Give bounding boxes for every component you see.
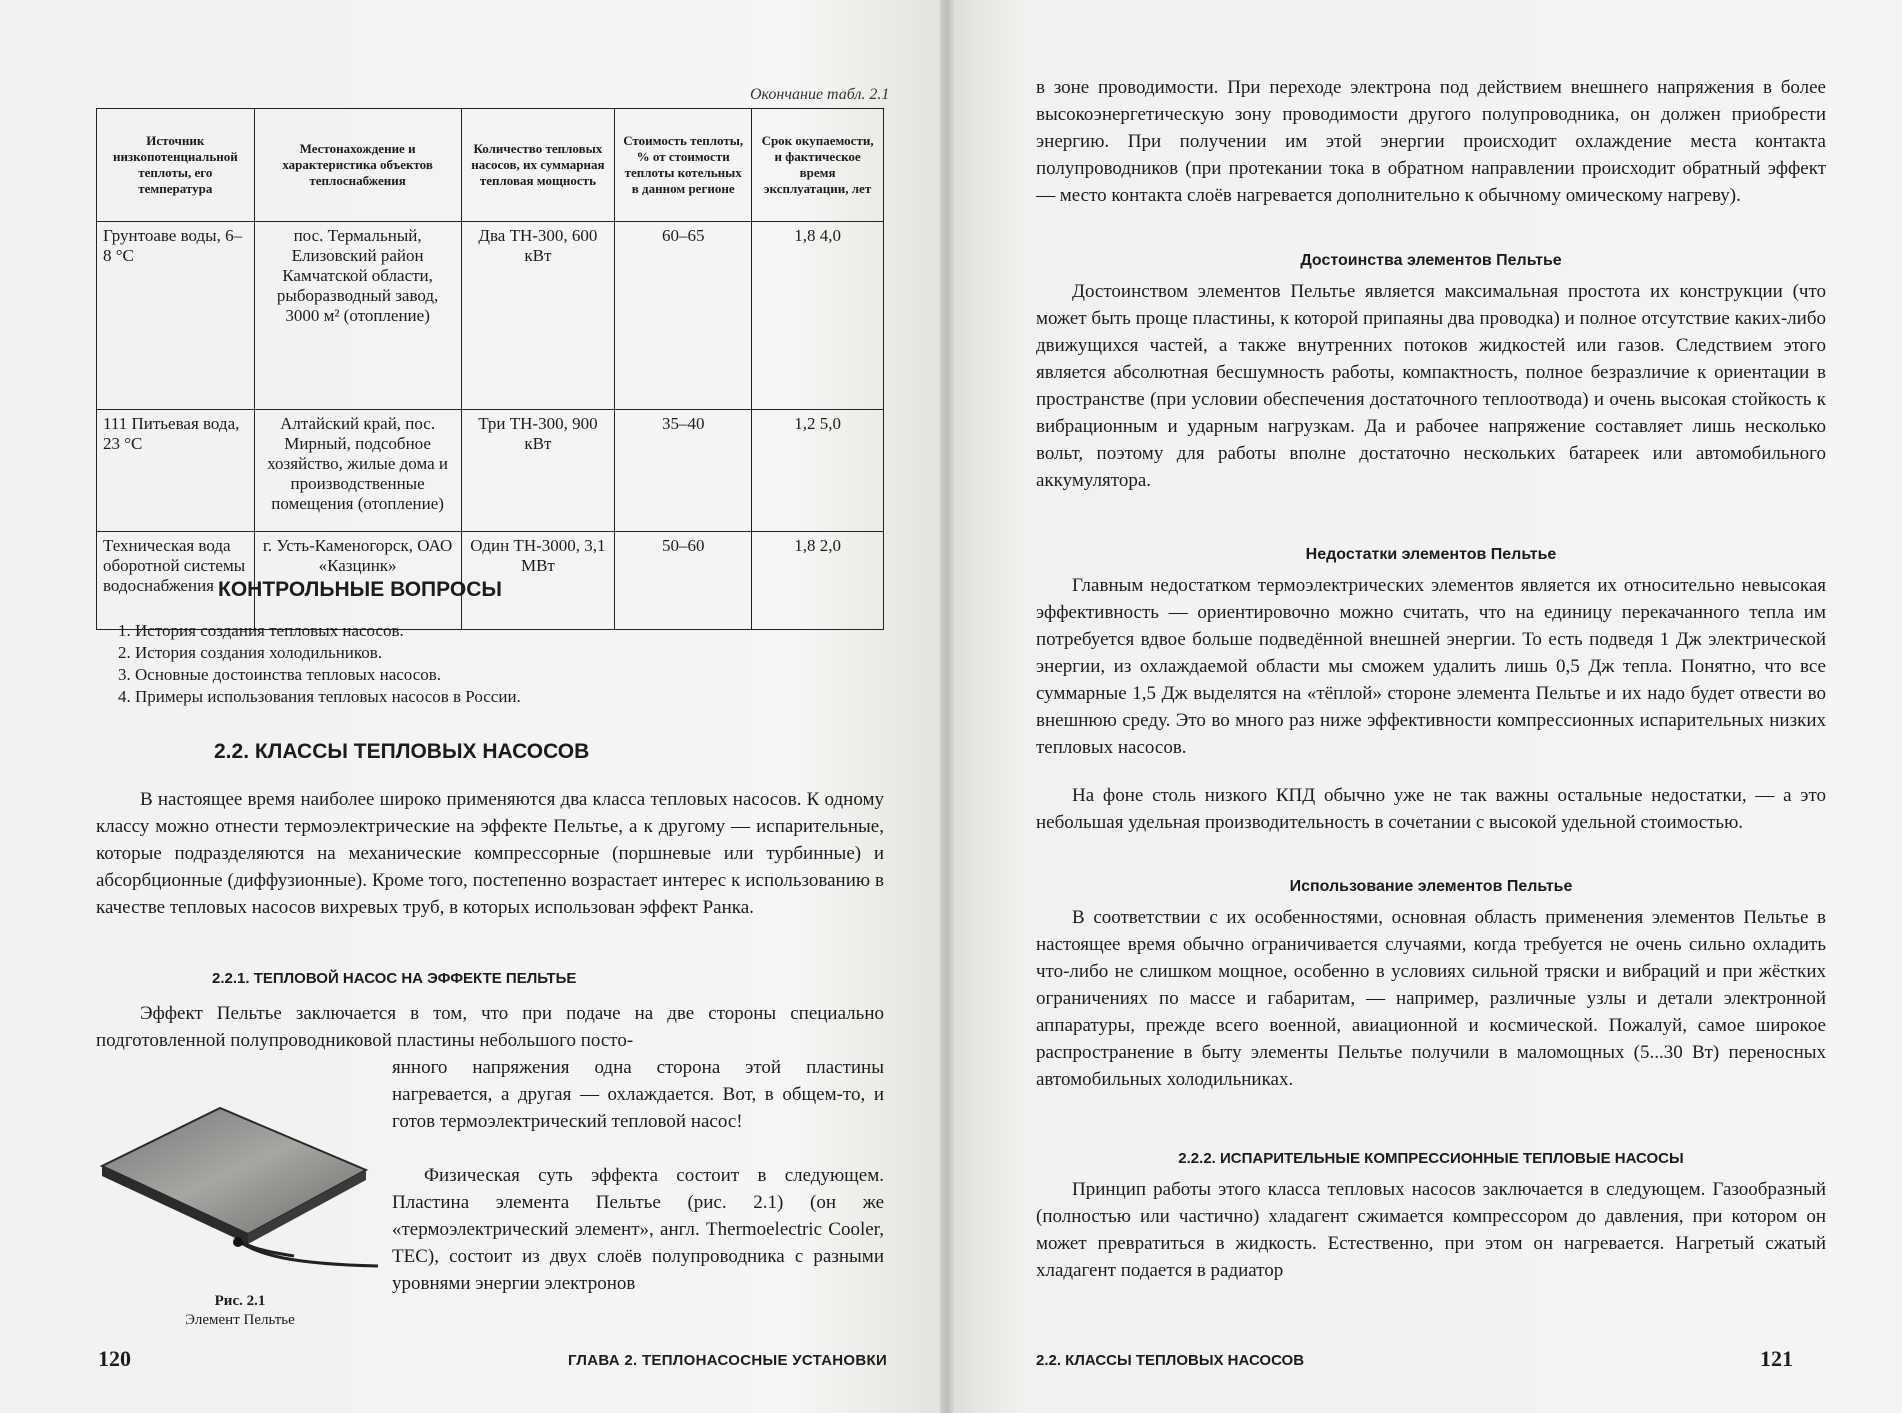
- peltier-element-figure: [98, 1078, 380, 1268]
- heading-advantages: Достоинства элементов Пельтье: [1300, 252, 1562, 269]
- paragraph-conduction-zone: в зоне проводимости. При переходе электрона под действием внешнего напряжения в более высокоэнергетическую зону проводимости другого полупроводника, он должен приобрести энергию. При получении им этой энергии происходит охлаждение места контакта полупроводников (при протекании тока в обратном направлении происходит обратный эффект — место контакта слоёв нагревается дополнительно к обычному омическому нагреву).: [1036, 77, 1826, 206]
- heading-usage: Использование элементов Пельтье: [1289, 878, 1573, 895]
- table-header-payback: Срок окупаемости, и фактическое время эксплуатации, лет: [752, 109, 884, 222]
- heading-disadvantages: Недостатки элементов Пельтье: [1305, 546, 1557, 563]
- table-cell: г. Усть-Каменогорск, ОАО «Казцинк»: [254, 532, 461, 630]
- table-cell: 1,8 2,0: [752, 532, 884, 630]
- table-header-row: [97, 109, 884, 222]
- table-header-source: Источник низкопотенциальной теплоты, его температура: [97, 109, 255, 222]
- paragraph-advantages: Достоинством элементов Пельтье является максимальная простота их конструкции (что может быть проще пластины, к которой припаяны два проводка) и полное отсутствие каких-либо движущихся частей, а также внутренних потоков жидкостей или газов. Следствием этого является абсолютная бесшумность работы, компактность, полное безразличие к ориентации в пространстве (при условии обеспечения достаточного теплоотвода) и очень высокая стойкость к вибрационным и ударным нагрузкам. Да и рабочее напряжение составляет лишь несколько вольт, поэтому для работы вполне достаточно нескольких батареек или автомобильного аккумулятора.: [1036, 281, 1826, 491]
- table-cell: 1,8 4,0: [752, 222, 884, 410]
- paragraph-compression-principle: Принцип работы этого класса тепловых насосов заключается в следующем. Газообразный (полностью или частично) хладагент сжимается компрессором до давления, при котором он может превратиться в жидкость. Естественно, при этом он нагревается. Нагретый сжатый хладагент подается в радиатор: [1036, 1179, 1826, 1281]
- question-item: 3. Основные достоинства тепловых насосов.: [118, 665, 442, 684]
- question-item: 1. История создания тепловых насосов.: [118, 621, 404, 640]
- table-cell: Грунтоаве воды, 6–8 °С: [97, 222, 255, 410]
- question-item: 2. История создания холодильников.: [118, 643, 383, 662]
- paragraph-disadvantages: Главным недостатком термоэлектрических элементов является их относительно невысокая эффективность — ориентировочно можно считать, что на единицу перекачанного тепла им потребуется вдвое больше подведённой внешней энергии. То есть подведя 1 Дж электрической энергии, из охлаждаемой области мы сможем удалить лишь 0,5 Дж тепла. Понятно, что все суммарные 1,5 Дж выделятся на «тёплой» стороне элемента Пельтье и их надо будет отвести во внешнюю среду. Это во много раз ниже эффективности компрессионных испарительных низких тепловых насосов.: [1036, 575, 1826, 758]
- table-cell: 111 Питьевая вода, 23 °С: [97, 410, 255, 532]
- paragraph-disadvantages-more: На фоне столь низкого КПД обычно уже не так важны остальные недостатки, — а это небольшая удельная производительность в сочетании с высокой удельной стоимостью.: [1036, 785, 1826, 833]
- figure-caption-text: Элемент Пельтье: [185, 1312, 295, 1328]
- running-head-right: 2.2. КЛАССЫ ТЕПЛОВЫХ НАСОСОВ: [1036, 1352, 1305, 1369]
- running-head-left: ГЛАВА 2. ТЕПЛОНАСОСНЫЕ УСТАНОВКИ: [568, 1352, 888, 1369]
- table-cell: 50–60: [615, 532, 752, 630]
- paragraph-usage: В соответствии с их особенностями, основная область применения элементов Пельтье в настоящее время обычно ограничивается случаями, когда требуется не очень сильно охладить что-либо не слишком мощное, особенно в условиях сильной тряски и вибраций и при жёстких ограничениях по массе и габаритам, — например, различные узлы и детали электронной аппаратуры, прежде всего военной, авиационной и космической. Пожалуй, самое широкое распространение в быту элементы Пельтье получили в маломощных (5...30 Вт) переносных автомобильных холодильниках.: [1036, 907, 1826, 1090]
- table-cell: 1,2 5,0: [752, 410, 884, 532]
- paragraph-peltier-effect: Эффект Пельтье заключается в том, что при подаче на две стороны специально подготовленной полупроводниковой пластины небольшого посто-: [96, 1003, 884, 1051]
- table-cell: Три ТН-300, 900 кВт: [461, 410, 615, 532]
- subsection-heading-compression: 2.2.2. ИСПАРИТЕЛЬНЫЕ КОМПРЕССИОННЫЕ ТЕПЛОВЫЕ НАСОСЫ: [1178, 1150, 1684, 1167]
- table-row: [97, 222, 884, 410]
- page-number-left: 120: [98, 1346, 131, 1371]
- paragraph-classes-intro: В настоящее время наиболее широко применяются два класса тепловых насосов. К одному классу можно отнести термоэлектрические на эффекте Пельтье, а к другому — испарительные, которые подразделяются на механические компрессорные (поршневые или турбинные) и абсорбционные (диффузионные). Кроме того, постепенно возрастает интерес к использованию в качестве тепловых насосов вихревых труб, в которых использован эффект Ранка.: [96, 789, 884, 918]
- control-questions-heading: КОНТРОЛЬНЫЕ ВОПРОСЫ: [218, 578, 502, 601]
- table-row: [97, 410, 884, 532]
- section-heading-classes: 2.2. КЛАССЫ ТЕПЛОВЫХ НАСОСОВ: [214, 740, 590, 763]
- table-header-cost: Стоимость теплоты, % от стоимости теплоты котельных в данном регионе: [615, 109, 752, 222]
- subsection-heading-peltier: 2.2.1. ТЕПЛОВОЙ НАСОС НА ЭФФЕКТЕ ПЕЛЬТЬЕ: [212, 970, 577, 987]
- table-continuation-note: Окончание табл. 2.1: [750, 86, 890, 103]
- figure-caption: [96, 1292, 384, 1330]
- control-questions-list: [118, 620, 521, 708]
- heat-pump-table: [96, 108, 884, 630]
- question-item: 4. Примеры использования тепловых насосов в России.: [118, 687, 521, 706]
- figure-number: Рис. 2.1: [214, 1293, 266, 1309]
- table-cell: Два ТН-300, 600 кВт: [461, 222, 615, 410]
- left-page: [0, 0, 946, 1413]
- table-cell: Один ТН-3000, 3,1 МВт: [461, 532, 615, 630]
- paragraph-peltier-continued: янного напряжения одна сторона этой пластины нагревается, а другая — охлаждается. Вот, в общем-то, и готов термоэлектрический тепловой насос!: [392, 1057, 884, 1132]
- table-header-location: Местонахождение и характеристика объектов теплоснабжения: [254, 109, 461, 222]
- table-cell: 60–65: [615, 222, 752, 410]
- table-cell: Техническая вода оборотной системы водоснабжения: [97, 532, 255, 630]
- paragraph-physical-essence: Физическая суть эффекта состоит в следующем. Пластина элемента Пельтье (рис. 2.1) (он же «термоэлектрический элемент», англ. Thermoelectric Cooler, TEC), состоит из двух слоёв полупроводника с разными уровнями энергии электронов: [392, 1165, 884, 1294]
- table-cell: Алтайский край, пос. Мирный, подсобное хозяйство, жилые дома и производственные помещения (отопление): [254, 410, 461, 532]
- page-number-right: 121: [1760, 1346, 1793, 1371]
- table-cell: 35–40: [615, 410, 752, 532]
- table-header-count: Количество тепловых насосов, их суммарная тепловая мощность: [461, 109, 615, 222]
- book-gutter: [940, 0, 954, 1413]
- table-cell: пос. Термальный, Елизовский район Камчатской области, рыборазводный завод, 3000 м² (отопление): [254, 222, 461, 410]
